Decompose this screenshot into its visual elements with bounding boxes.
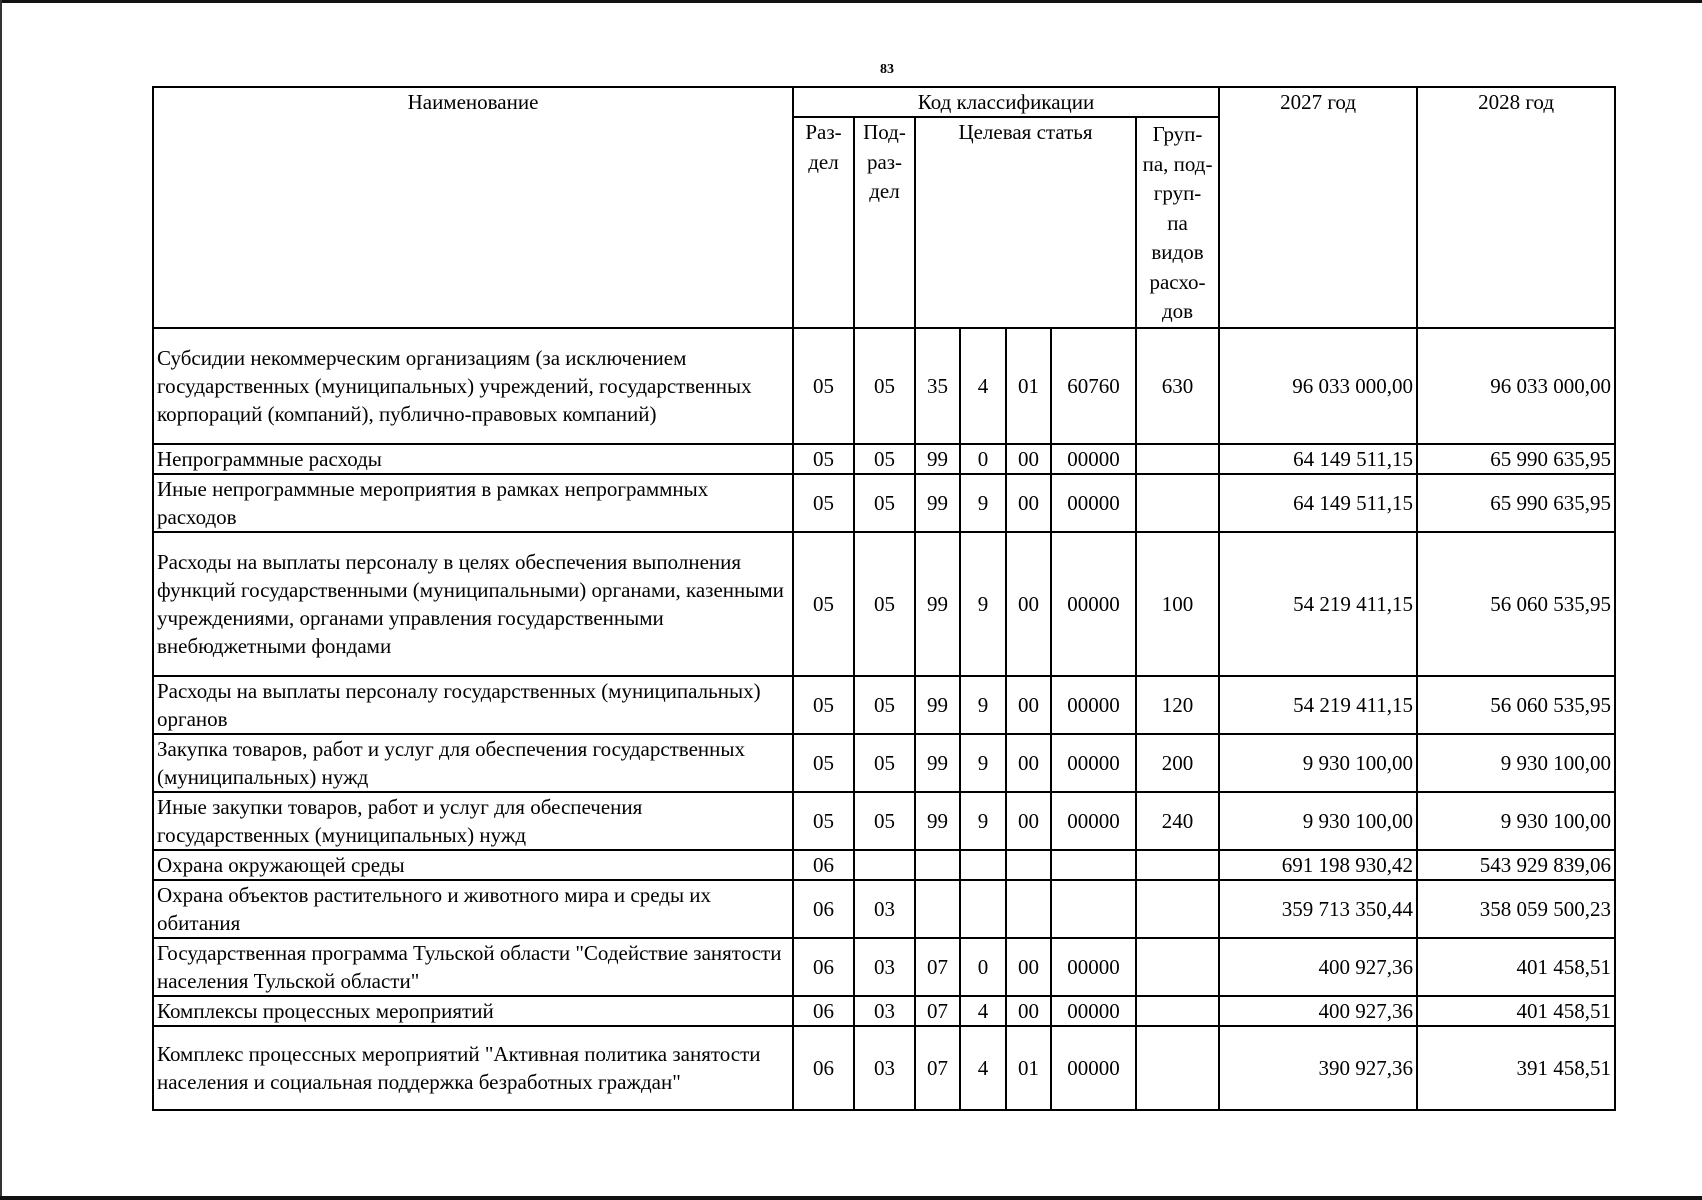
row-name: Охрана окружающей среды bbox=[153, 850, 793, 880]
row-target-program: 99 bbox=[915, 474, 960, 532]
row-target-type bbox=[960, 880, 1006, 938]
row-amount-2027: 359 713 350,44 bbox=[1219, 880, 1417, 938]
row-expense-group bbox=[1136, 474, 1219, 532]
row-expense-group bbox=[1136, 938, 1219, 996]
row-subsection: 05 bbox=[854, 444, 915, 474]
table-row bbox=[153, 676, 1615, 734]
row-target-type: 9 bbox=[960, 532, 1006, 676]
row-subsection: 05 bbox=[854, 532, 915, 676]
table-row bbox=[153, 792, 1615, 850]
row-target-type: 4 bbox=[960, 996, 1006, 1026]
row-subsection: 03 bbox=[854, 880, 915, 938]
row-expense-group bbox=[1136, 996, 1219, 1026]
header-section: Раз- дел bbox=[793, 117, 854, 328]
row-amount-2027: 54 219 411,15 bbox=[1219, 676, 1417, 734]
row-target-subprogram: 00 bbox=[1006, 474, 1051, 532]
page-border-top bbox=[0, 0, 1702, 3]
table-row bbox=[153, 474, 1615, 532]
budget-table bbox=[152, 86, 1616, 1111]
row-target-program: 07 bbox=[915, 996, 960, 1026]
row-amount-2028: 401 458,51 bbox=[1417, 938, 1615, 996]
row-name: Комплексы процессных мероприятий bbox=[153, 996, 793, 1026]
table-row bbox=[153, 444, 1615, 474]
row-amount-2028: 9 930 100,00 bbox=[1417, 734, 1615, 792]
row-name: Субсидии некоммерческим организациям (за исключением государственных (муниципальных) учреждений, государственных корпораций (компаний), публично-правовых компаний) bbox=[153, 328, 793, 444]
row-expense-group: 240 bbox=[1136, 792, 1219, 850]
header-row-top bbox=[153, 87, 1615, 117]
row-target-direction: 00000 bbox=[1051, 1026, 1136, 1110]
row-target-direction: 00000 bbox=[1051, 996, 1136, 1026]
row-amount-2027: 64 149 511,15 bbox=[1219, 444, 1417, 474]
row-subsection bbox=[854, 850, 915, 880]
row-subsection: 05 bbox=[854, 474, 915, 532]
row-target-program: 99 bbox=[915, 532, 960, 676]
row-amount-2027: 54 219 411,15 bbox=[1219, 532, 1417, 676]
header-year-2027: 2027 год bbox=[1219, 87, 1417, 328]
row-target-direction: 00000 bbox=[1051, 938, 1136, 996]
row-target-program bbox=[915, 880, 960, 938]
row-name: Иные закупки товаров, работ и услуг для обеспечения государственных (муниципальных) нужд bbox=[153, 792, 793, 850]
row-amount-2028: 9 930 100,00 bbox=[1417, 792, 1615, 850]
row-expense-group bbox=[1136, 1026, 1219, 1110]
row-section: 05 bbox=[793, 474, 854, 532]
table-row bbox=[153, 996, 1615, 1026]
row-target-type: 9 bbox=[960, 734, 1006, 792]
row-target-direction: 00000 bbox=[1051, 532, 1136, 676]
header-classification-code: Код классификации bbox=[793, 87, 1219, 117]
row-target-subprogram: 00 bbox=[1006, 938, 1051, 996]
row-target-type: 9 bbox=[960, 474, 1006, 532]
row-amount-2027: 390 927,36 bbox=[1219, 1026, 1417, 1110]
row-amount-2027: 691 198 930,42 bbox=[1219, 850, 1417, 880]
table-row bbox=[153, 850, 1615, 880]
row-target-direction: 60760 bbox=[1051, 328, 1136, 444]
row-amount-2027: 400 927,36 bbox=[1219, 938, 1417, 996]
row-section: 06 bbox=[793, 880, 854, 938]
row-expense-group: 100 bbox=[1136, 532, 1219, 676]
row-target-type: 0 bbox=[960, 444, 1006, 474]
row-target-direction: 00000 bbox=[1051, 676, 1136, 734]
row-target-program bbox=[915, 850, 960, 880]
row-target-subprogram: 01 bbox=[1006, 1026, 1051, 1110]
table-row bbox=[153, 328, 1615, 444]
row-subsection: 03 bbox=[854, 938, 915, 996]
row-subsection: 03 bbox=[854, 1026, 915, 1110]
row-subsection: 05 bbox=[854, 734, 915, 792]
row-section: 05 bbox=[793, 676, 854, 734]
row-expense-group: 120 bbox=[1136, 676, 1219, 734]
row-section: 06 bbox=[793, 850, 854, 880]
row-subsection: 03 bbox=[854, 996, 915, 1026]
row-target-type: 4 bbox=[960, 328, 1006, 444]
row-section: 05 bbox=[793, 792, 854, 850]
row-section: 06 bbox=[793, 1026, 854, 1110]
row-amount-2027: 400 927,36 bbox=[1219, 996, 1417, 1026]
table-row bbox=[153, 734, 1615, 792]
row-target-program: 99 bbox=[915, 734, 960, 792]
row-target-program: 07 bbox=[915, 938, 960, 996]
header-target-article: Целевая статья bbox=[915, 117, 1136, 328]
row-amount-2028: 391 458,51 bbox=[1417, 1026, 1615, 1110]
row-section: 06 bbox=[793, 938, 854, 996]
row-amount-2027: 64 149 511,15 bbox=[1219, 474, 1417, 532]
row-amount-2027: 96 033 000,00 bbox=[1219, 328, 1417, 444]
row-amount-2027: 9 930 100,00 bbox=[1219, 734, 1417, 792]
row-target-direction: 00000 bbox=[1051, 792, 1136, 850]
row-target-subprogram: 00 bbox=[1006, 532, 1051, 676]
row-target-type: 0 bbox=[960, 938, 1006, 996]
row-subsection: 05 bbox=[854, 328, 915, 444]
row-target-direction: 00000 bbox=[1051, 474, 1136, 532]
row-section: 06 bbox=[793, 996, 854, 1026]
table-row bbox=[153, 938, 1615, 996]
header-year-2028: 2028 год bbox=[1417, 87, 1615, 328]
row-amount-2027: 9 930 100,00 bbox=[1219, 792, 1417, 850]
table-row bbox=[153, 880, 1615, 938]
row-name: Закупка товаров, работ и услуг для обеспечения государственных (муниципальных) нужд bbox=[153, 734, 793, 792]
row-target-subprogram: 00 bbox=[1006, 996, 1051, 1026]
row-amount-2028: 96 033 000,00 bbox=[1417, 328, 1615, 444]
row-target-subprogram: 00 bbox=[1006, 792, 1051, 850]
row-name: Иные непрограммные мероприятия в рамках непрограммных расходов bbox=[153, 474, 793, 532]
row-target-type bbox=[960, 850, 1006, 880]
row-name: Расходы на выплаты персоналу в целях обеспечения выполнения функций государственными (муниципальными) органами, казенными учреждениями, органами управления государственными внебюджетными фондами bbox=[153, 532, 793, 676]
row-target-direction bbox=[1051, 880, 1136, 938]
page-number: 83 bbox=[880, 62, 894, 77]
row-target-direction: 00000 bbox=[1051, 444, 1136, 474]
row-name: Расходы на выплаты персоналу государственных (муниципальных) органов bbox=[153, 676, 793, 734]
row-amount-2028: 65 990 635,95 bbox=[1417, 444, 1615, 474]
row-amount-2028: 56 060 535,95 bbox=[1417, 676, 1615, 734]
header-expense-group: Груп- па, под- груп- па видов расхо- дов bbox=[1136, 117, 1219, 328]
row-section: 05 bbox=[793, 328, 854, 444]
row-expense-group bbox=[1136, 850, 1219, 880]
table-body bbox=[153, 328, 1615, 1110]
row-target-type: 4 bbox=[960, 1026, 1006, 1110]
row-target-type: 9 bbox=[960, 676, 1006, 734]
row-subsection: 05 bbox=[854, 676, 915, 734]
row-subsection: 05 bbox=[854, 792, 915, 850]
row-amount-2028: 543 929 839,06 bbox=[1417, 850, 1615, 880]
row-target-program: 99 bbox=[915, 444, 960, 474]
row-expense-group bbox=[1136, 444, 1219, 474]
page-border-left bbox=[0, 0, 2, 1200]
row-target-subprogram: 00 bbox=[1006, 676, 1051, 734]
row-target-program: 35 bbox=[915, 328, 960, 444]
row-target-subprogram: 01 bbox=[1006, 328, 1051, 444]
row-target-subprogram bbox=[1006, 850, 1051, 880]
table-row bbox=[153, 532, 1615, 676]
header-subsection: Под- раз- дел bbox=[854, 117, 915, 328]
page-border-bottom bbox=[0, 1196, 1702, 1200]
row-target-subprogram: 00 bbox=[1006, 734, 1051, 792]
row-name: Комплекс процессных мероприятий "Активная политика занятости населения и социальная поддержка безработных граждан" bbox=[153, 1026, 793, 1110]
row-target-direction bbox=[1051, 850, 1136, 880]
table-row bbox=[153, 1026, 1615, 1110]
row-target-program: 07 bbox=[915, 1026, 960, 1110]
row-section: 05 bbox=[793, 444, 854, 474]
row-target-direction: 00000 bbox=[1051, 734, 1136, 792]
row-target-program: 99 bbox=[915, 792, 960, 850]
row-name: Непрограммные расходы bbox=[153, 444, 793, 474]
row-expense-group bbox=[1136, 880, 1219, 938]
row-amount-2028: 358 059 500,23 bbox=[1417, 880, 1615, 938]
row-expense-group: 630 bbox=[1136, 328, 1219, 444]
row-target-program: 99 bbox=[915, 676, 960, 734]
row-amount-2028: 401 458,51 bbox=[1417, 996, 1615, 1026]
row-expense-group: 200 bbox=[1136, 734, 1219, 792]
header-name: Наименование bbox=[153, 87, 793, 328]
row-section: 05 bbox=[793, 532, 854, 676]
row-amount-2028: 65 990 635,95 bbox=[1417, 474, 1615, 532]
row-target-type: 9 bbox=[960, 792, 1006, 850]
row-name: Государственная программа Тульской области "Содействие занятости населения Тульской области" bbox=[153, 938, 793, 996]
row-name: Охрана объектов растительного и животного мира и среды их обитания bbox=[153, 880, 793, 938]
row-target-subprogram bbox=[1006, 880, 1051, 938]
row-section: 05 bbox=[793, 734, 854, 792]
row-target-subprogram: 00 bbox=[1006, 444, 1051, 474]
row-amount-2028: 56 060 535,95 bbox=[1417, 532, 1615, 676]
